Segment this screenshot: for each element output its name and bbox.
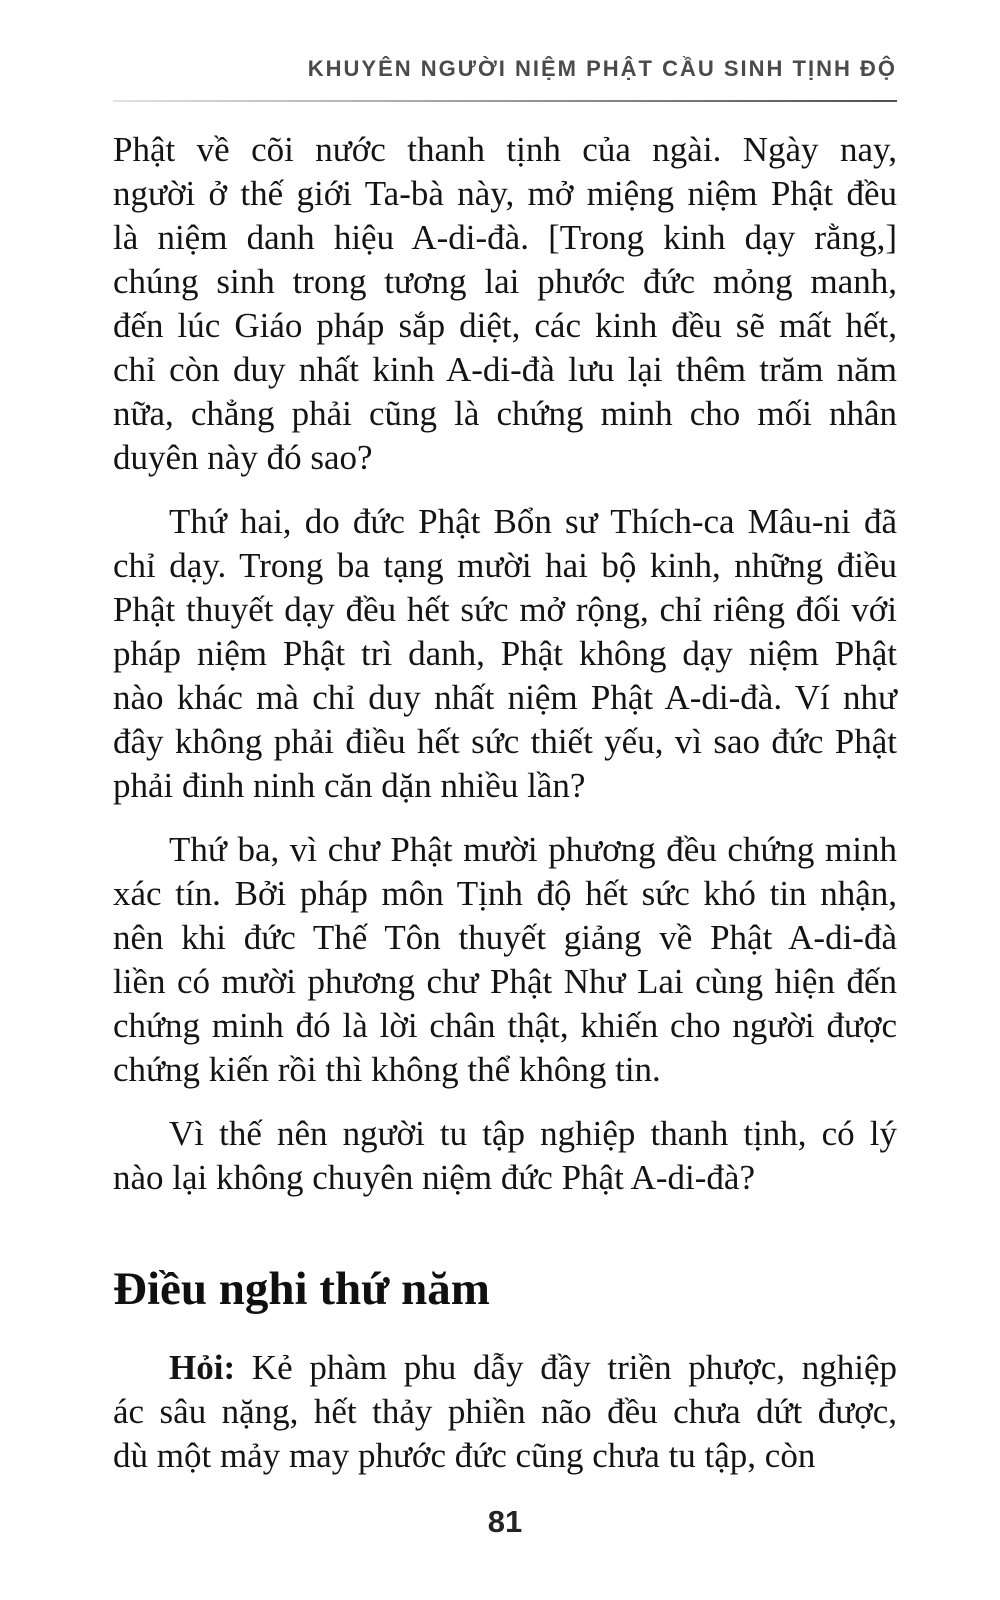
text-line: nào khác mà chỉ duy nhất niệm Phật A-di-đà. Ví như	[113, 678, 897, 717]
text-line: người ở thế giới Ta-bà này, mở miệng niệm Phật đều	[113, 174, 897, 213]
paragraph	[113, 500, 897, 808]
text-line: Thứ ba, vì chư Phật mười phương đều chứng minh	[169, 830, 897, 869]
text-line: liền có mười phương chư Phật Như Lai cùng hiện đến	[113, 962, 897, 1001]
page-text-block	[113, 128, 897, 1478]
text-line: chỉ dạy. Trong ba tạng mười hai bộ kinh, những điều	[113, 546, 897, 585]
section-heading: Điều nghi thứ năm	[113, 1263, 490, 1315]
text-line: chứng minh đó là lời chân thật, khiến cho người được	[113, 1006, 897, 1045]
text-line: Phật thuyết dạy đều hết sức mở rộng, chỉ riêng đối với	[113, 590, 897, 629]
text-line: dù một mảy may phước đức cũng chưa tu tập, còn	[113, 1436, 816, 1475]
text-line: nên khi đức Thế Tôn thuyết giảng về Phật A-di-đà	[113, 918, 897, 957]
text-line: là niệm danh hiệu A-di-đà. [Trong kinh dạy rằng,]	[113, 218, 897, 257]
text-line: đến lúc Giáo pháp sắp diệt, các kinh đều sẽ mất hết,	[113, 306, 897, 345]
paragraph	[113, 128, 897, 480]
text-line: pháp niệm Phật trì danh, Phật không dạy niệm Phật	[113, 634, 897, 673]
text-line: duyên này đó sao?	[113, 438, 373, 477]
text-line: nữa, chẳng phải cũng là chứng minh cho mối nhân	[113, 394, 897, 433]
text-line: Phật về cõi nước thanh tịnh của ngài. Ngày nay,	[113, 130, 897, 169]
text-line: chúng sinh trong tương lai phước đức mỏng manh,	[113, 262, 897, 301]
text-line: đây không phải điều hết sức thiết yếu, vì sao đức Phật	[113, 722, 897, 761]
text-line: Vì thế nên người tu tập nghiệp thanh tịnh, có lý	[169, 1114, 897, 1153]
body-paragraphs	[113, 128, 897, 1200]
text-line: nào lại không chuyên niệm đức Phật A-di-đà?	[113, 1158, 755, 1197]
text-line: Hỏi: Kẻ phàm phu dẫy đầy triền phược, nghiệp	[169, 1348, 897, 1387]
question-paragraph	[113, 1346, 897, 1478]
text-line: phải đinh ninh căn dặn nhiều lần?	[113, 766, 586, 805]
question-label: Hỏi:	[169, 1348, 236, 1387]
text-line: chỉ còn duy nhất kinh A-di-đà lưu lại thêm trăm năm	[113, 350, 897, 389]
page-number: 81	[487, 1504, 523, 1539]
text-line: Thứ hai, do đức Phật Bổn sư Thích-ca Mâu-ni đã	[169, 502, 897, 541]
header-rule-divider	[113, 100, 897, 102]
text-line: chứng kiến rồi thì không thể không tin.	[113, 1050, 661, 1089]
running-head-title: KHUYÊN NGƯỜI NIỆM PHẬT CẦU SINH TỊNH ĐỘ	[307, 56, 897, 81]
paragraph	[113, 828, 897, 1092]
text-line: xác tín. Bởi pháp môn Tịnh độ hết sức khó tin nhận,	[113, 874, 897, 913]
paragraph	[113, 1112, 897, 1200]
text-line: ác sâu nặng, hết thảy phiền não đều chưa dứt được,	[113, 1392, 897, 1431]
